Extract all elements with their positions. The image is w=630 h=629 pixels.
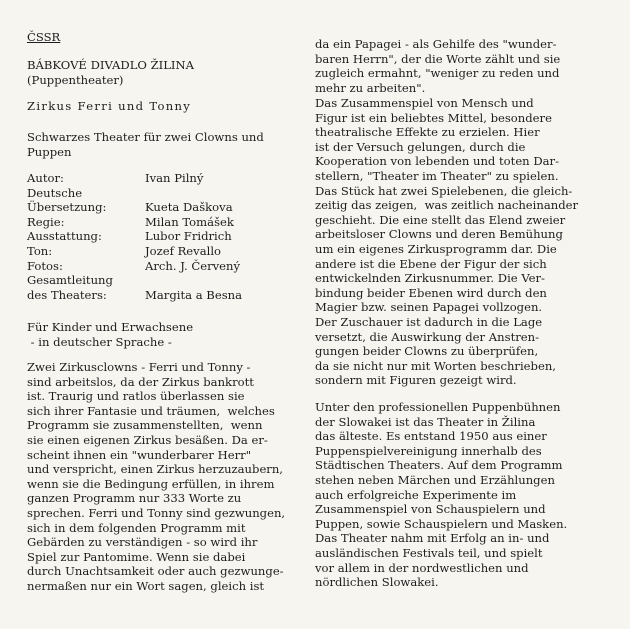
text-line: versetzt, die Auswirkung der Anstren- (315, 329, 540, 344)
text-line: Das Stück hat zwei Spielebenen, die gleich- (315, 183, 573, 198)
text-line: Puppen, sowie Schauspielern und Masken. (315, 516, 568, 531)
text-line: zeitig das zeigen, was zeitlich nacheinander (315, 198, 579, 213)
left-paragraph (27, 360, 285, 594)
text-line: und verspricht, einen Zirkus herzuzaubern, (27, 462, 283, 477)
text-line: theatralische Effekte zu erzielen. Hier (315, 125, 540, 140)
credit-row (27, 273, 317, 288)
text-line: bindung beider Ebenen wird durch den (315, 285, 547, 300)
text-line: nördlichen Slowakei. (315, 575, 439, 590)
text-line: Das Zusammenspiel von Mensch und (315, 96, 534, 110)
text-line: Kooperation von lebenden und toten Dar- (315, 154, 560, 169)
text-line: das älteste. Es entstand 1950 aus einer (315, 429, 547, 444)
text-line: Städtischen Theaters. Auf dem Programm (315, 458, 563, 473)
text-line: zugleich ermahnt, "weniger zu reden und (315, 66, 560, 81)
text-line: ausländischen Festivals teil, und spielt (315, 545, 543, 560)
text-line: der Slowakei ist das Theater in Žilina (315, 414, 536, 429)
credit-row (27, 259, 317, 274)
text-line: Figur ist ein beliebtes Mittel, besondere (315, 110, 552, 125)
credit-name: Jozef Revallo (145, 243, 222, 258)
text-line: stehen neben Märchen und Erzählungen (315, 472, 555, 487)
credit-name: Lubor Fridrich (145, 229, 232, 244)
play-subtitle (27, 130, 264, 159)
text-line: vor allem in der nordwestlichen und (315, 560, 529, 575)
text-line: entwickelnden Zirkusnummer. Die Ver- (315, 271, 545, 286)
text-line: gungen beider Clowns zu überprüfen, (315, 344, 539, 359)
credit-name: Arch. J. Červený (145, 258, 241, 273)
credit-role: Fotos: (27, 258, 63, 273)
audience-note (27, 320, 193, 349)
text-line: Programm sie zusammenstellten, wenn (27, 418, 263, 433)
text-line: baren Herrn", der die Worte zählt und sie (315, 51, 561, 66)
theater-name (27, 58, 194, 87)
text-line: Magier bzw. seinen Papagei vollzogen. (315, 300, 543, 315)
credit-row (27, 171, 317, 186)
text-line: ist der Versuch gelungen, durch die (315, 139, 526, 154)
credit-row (27, 215, 317, 230)
credit-role: Ton: (27, 243, 53, 258)
subtitle-line: Schwarzes Theater für zwei Clowns und (27, 130, 264, 144)
audience-line: Für Kinder und Erwachsene (27, 320, 194, 334)
text-line: sich in dem folgenden Programm mit (27, 520, 246, 535)
credit-name: Ivan Pilný (145, 171, 204, 185)
credit-row (27, 244, 317, 259)
country-heading: ČSSR (27, 30, 61, 44)
text-line: andere ist die Ebene der Figur der sich (315, 256, 547, 271)
credit-row (27, 288, 317, 303)
credits-list (27, 171, 317, 302)
text-line: da sie nicht nur mit Worten beschrieben, (315, 358, 556, 373)
text-line: arbeitsloser Clowns und deren Bemühung (315, 227, 563, 242)
text-line: Puppenspielvereinigung innerhalb des (315, 443, 542, 458)
credit-role: Deutsche (27, 185, 83, 200)
credit-role: Gesamtleitung (27, 273, 113, 288)
text-line: wenn sie die Bedingung erfüllen, in ihrem (27, 476, 275, 491)
text-line: ganzen Programm nur 333 Worte zu (27, 491, 242, 506)
text-line: durch Unachtsamkeit oder auch gezwunge- (27, 564, 284, 579)
text-line: scheint ihnen ein "wunderbarer Herr" (27, 447, 252, 462)
credit-role: Ausstattung: (27, 229, 102, 244)
text-line: sondern mit Figuren gezeigt wird. (315, 373, 517, 388)
text-line: um ein eigenes Zirkusprogramm dar. Die (315, 241, 557, 256)
text-line: Spiel zur Pantomime. Wenn sie dabei (27, 549, 246, 564)
credit-row (27, 229, 317, 244)
text-line: sind arbeitslos, da der Zirkus bankrott (27, 374, 254, 389)
text-line: auch erfolgreiche Experimente im (315, 487, 517, 502)
right-paragraph-3 (315, 400, 567, 590)
theater-line: (Puppentheater) (27, 72, 124, 87)
text-line: stellern, "Theater im Theater" zu spielen. (315, 168, 559, 183)
credit-row (27, 186, 317, 201)
text-line: Der Zuschauer ist dadurch in die Lage (315, 314, 543, 329)
text-line: Unter den professionellen Puppenbühnen (315, 400, 561, 414)
subtitle-line: Puppen (27, 144, 72, 159)
text-line: sprechen. Ferri und Tonny sind gezwungen, (27, 505, 286, 520)
credit-role: Regie: (27, 214, 65, 229)
credit-role: des Theaters: (27, 287, 107, 302)
theater-line: BÁBKOVÉ DIVADLO ŽILINA (27, 58, 195, 72)
credit-name: Kueta Daškova (145, 200, 233, 215)
text-line: sich ihrer Fantasie und träumen, welches (27, 403, 275, 418)
credit-role: Autor: (27, 171, 64, 185)
text-line: da ein Papagei - als Gehilfe des "wunder- (315, 37, 557, 51)
text-line: Zwei Zirkusclowns - Ferri und Tonny - (27, 360, 251, 374)
text-line: nermaßen nur ein Wort sagen, gleich ist (27, 578, 265, 593)
text-line: Gebärden zu verständigen - so wird ihr (27, 535, 258, 550)
credit-name: Margita a Besna (145, 287, 243, 302)
credit-name: Milan Tomášek (145, 214, 234, 229)
credit-row (27, 200, 317, 215)
text-line: Zusammenspiel von Schauspielern und (315, 502, 546, 517)
text-line: sie einen eigenen Zirkus besäßen. Da er- (27, 432, 268, 447)
text-line: Das Theater nahm mit Erfolg an in- und (315, 531, 550, 546)
right-paragraph-2 (315, 96, 578, 388)
right-paragraph-1 (315, 37, 560, 95)
text-line: geschieht. Die eine stellt das Elend zweier (315, 212, 566, 227)
text-line: ist. Traurig und ratlos überlassen sie (27, 389, 245, 404)
credit-role: Übersetzung: (27, 200, 107, 215)
text-line: mehr zu arbeiten". (315, 80, 426, 95)
play-title: Zirkus Ferri und Tonny (27, 99, 192, 113)
audience-line: - in deutscher Sprache - (27, 334, 172, 349)
